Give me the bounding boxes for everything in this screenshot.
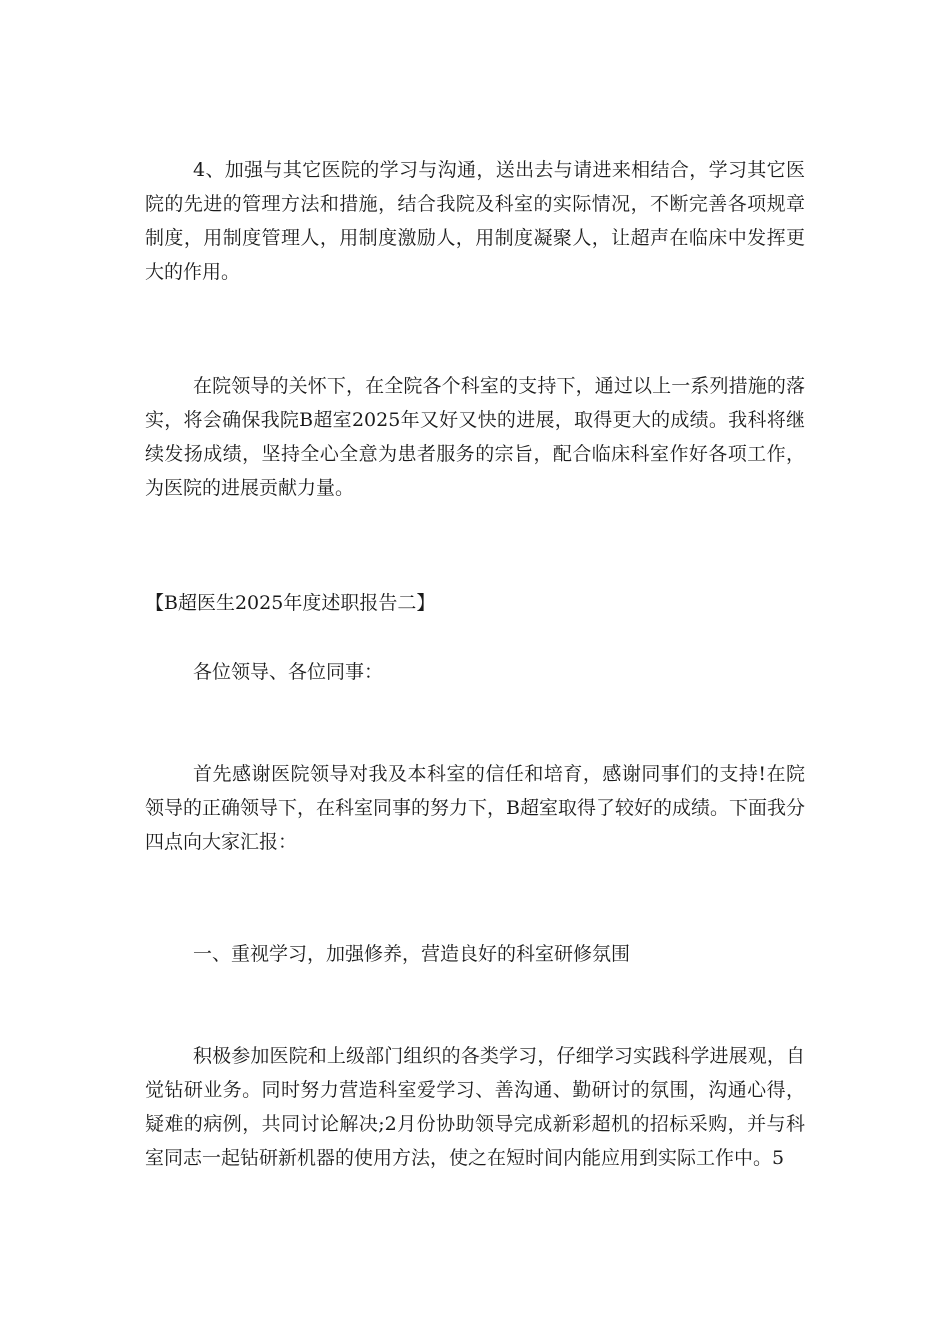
section-heading: 【B超医生2025年度述职报告二】 bbox=[145, 592, 436, 614]
subheading-study: 一、重视学习，加强修养，营造良好的科室研修氛围 bbox=[193, 943, 631, 965]
paragraph-conclusion: 在院领导的关怀下，在全院各个科室的支持下，通过以上一系列措施的落实，将会确保我院B超室2025年又好又快的进展，取得更大的成绩。我科将继续发扬成绩，坚持全心全意为患者服务的宗旨，配合临床科室作好各项工作，为医院的进展贡献力量。 bbox=[145, 375, 805, 499]
paragraph-improve-communication: 4、加强与其它医院的学习与沟通，送出去与请进来相结合，学习其它医院的先进的管理方法和措施，结合我院及科室的实际情况，不断完善各项规章制度，用制度管理人，用制度激励人，用制度凝聚人，让超声在临床中发挥更大的作用。 bbox=[145, 159, 805, 283]
paragraph-intro: 首先感谢医院领导对我及本科室的信任和培育，感谢同事们的支持!在院领导的正确领导下，在科室同事的努力下，B超室取得了较好的成绩。下面我分四点向大家汇报： bbox=[145, 763, 805, 853]
salutation: 各位领导、各位同事： bbox=[193, 661, 384, 683]
paragraph-body: 积极参加医院和上级部门组织的各类学习，仔细学习实践科学进展观，自觉钻研业务。同时努力营造科室爱学习、善沟通、勤研讨的氛围，沟通心得，疑难的病例，共同讨论解决;2月份协助领导完成新彩超机的招标采购，并与科室同志一起钻研新机器的使用方法，使之在短时间内能应用到实际工作中。5 bbox=[145, 1045, 805, 1169]
